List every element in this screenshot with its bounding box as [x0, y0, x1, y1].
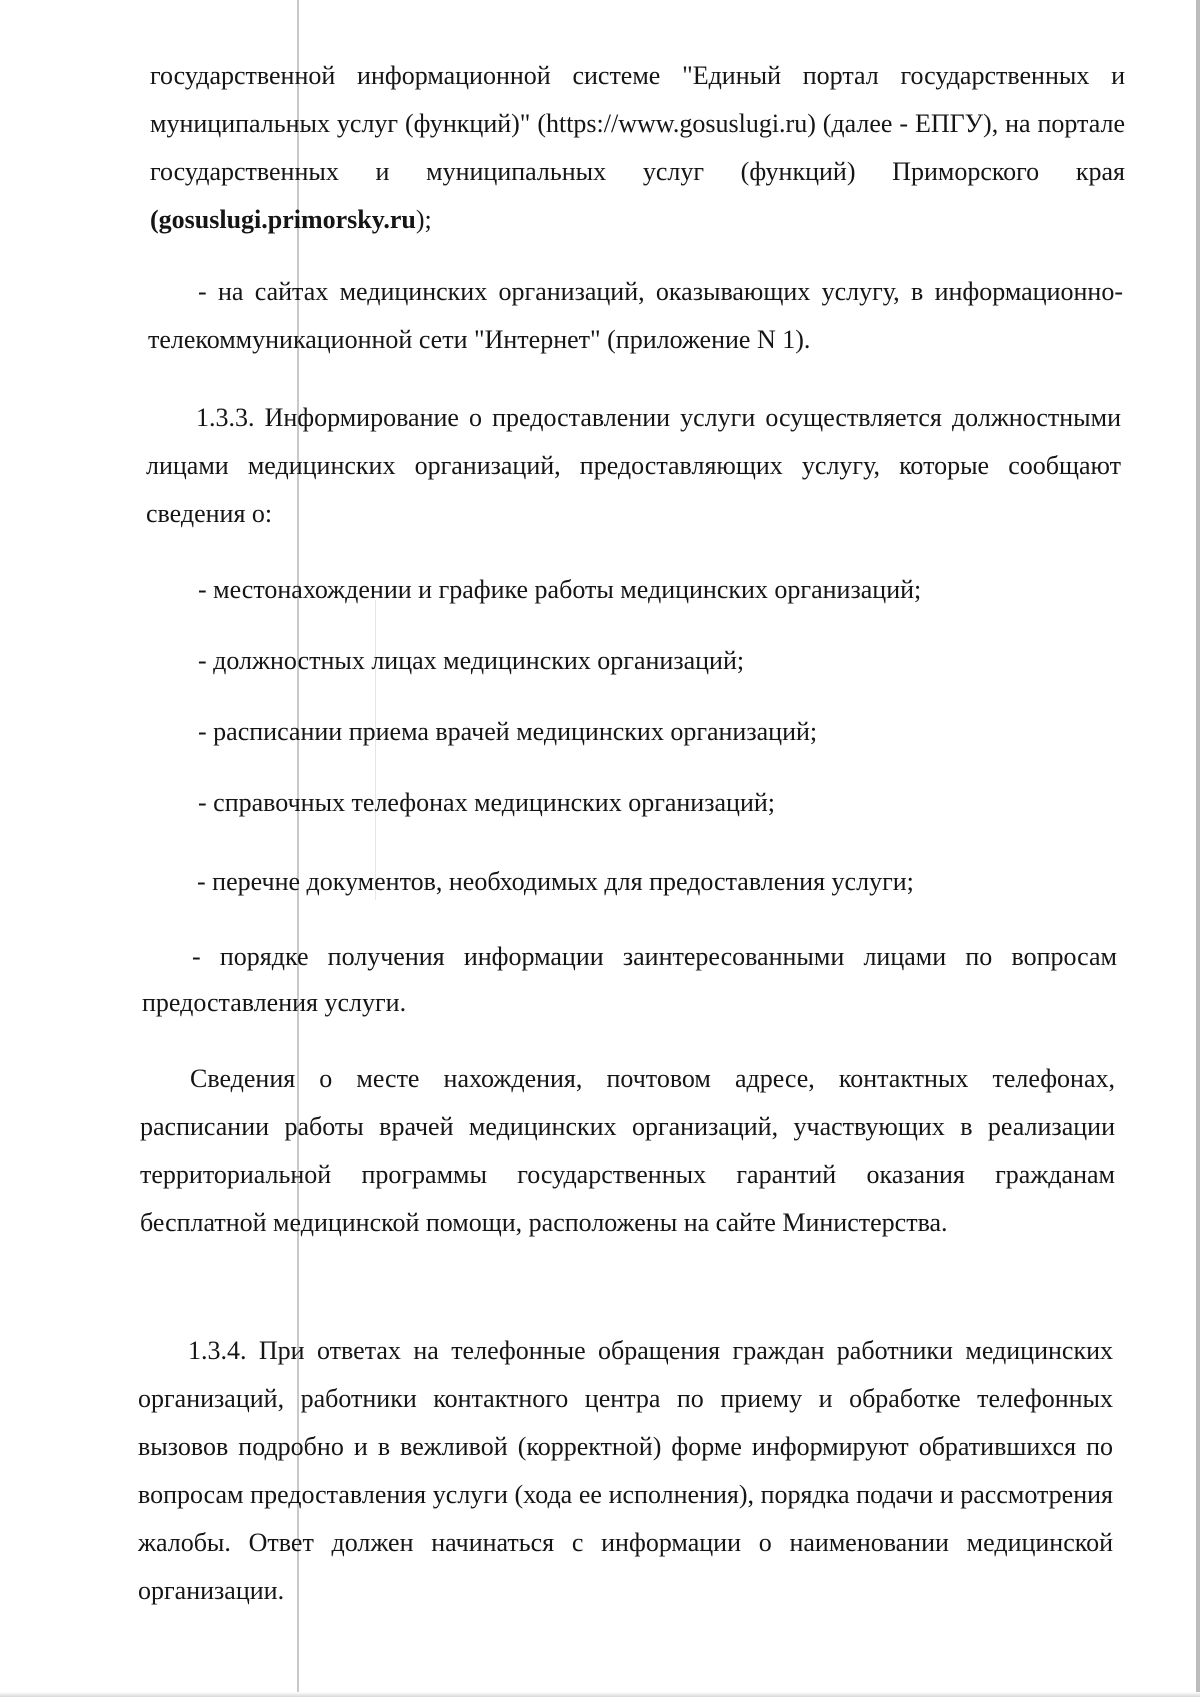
list-item: - должностных лицах медицинских организаций; [198, 646, 745, 675]
list-item: - перечне документов, необходимых для предоставления услуги; [197, 867, 914, 896]
page-bottom-edge [0, 1692, 1200, 1697]
portal-link-bold: (gosuslugi.primorsky.ru [150, 205, 416, 234]
paragraph-1-3-3: 1.3.3. Информирование о предоставлении услуги осуществляется должностными лицами медицинских организаций, предоставляющих услугу, которые сообщают сведения о: [146, 403, 1121, 528]
list-item: - справочных телефонах медицинских организаций; [198, 788, 776, 817]
paragraph-1-3-4: 1.3.4. При ответах на телефонные обращения граждан работники медицинских организаций, работники контактного центра по приему и обработке телефонных вызовов подробно и в вежливой (корректной) форме информируют обратившихся по вопросам предоставления услуги (хода ее исполнения), порядка подачи и рассмотрения жалобы. Ответ должен начинаться с информации о наименовании медицинской организации. [138, 1336, 1113, 1605]
paragraph-portal: государственной информационной системе "Единый портал государственных и муниципальных услуг (функций)" (https://www.gosuslugi.ru) (далее - ЕПГУ), на портале государственных и муниципальных услуг (функций) Приморского края (gosuslugi.primorsky.ru); [150, 61, 1125, 234]
paragraph-info-ministry: Сведения о месте нахождения, почтовом адресе, контактных телефонах, расписании работы врачей медицинских организаций, участвующих в реализации территориальной программы государственных гарантий оказания гражданам бесплатной медицинской помощи, расположены на сайте Министерства. [140, 1064, 1115, 1237]
paragraph-order: - порядке получения информации заинтересованными лицами по вопросам предоставления услуги. [142, 942, 1117, 1017]
list-item: - местонахождении и графике работы медицинских организаций; [198, 575, 922, 604]
list-item: - расписании приема врачей медицинских организаций; [198, 717, 818, 746]
page-right-edge [1196, 0, 1200, 1697]
paragraph-medical-sites: - на сайтах медицинских организаций, оказывающих услугу, в информационно-телекоммуникационной сети "Интернет" (приложение N 1). [148, 277, 1123, 354]
